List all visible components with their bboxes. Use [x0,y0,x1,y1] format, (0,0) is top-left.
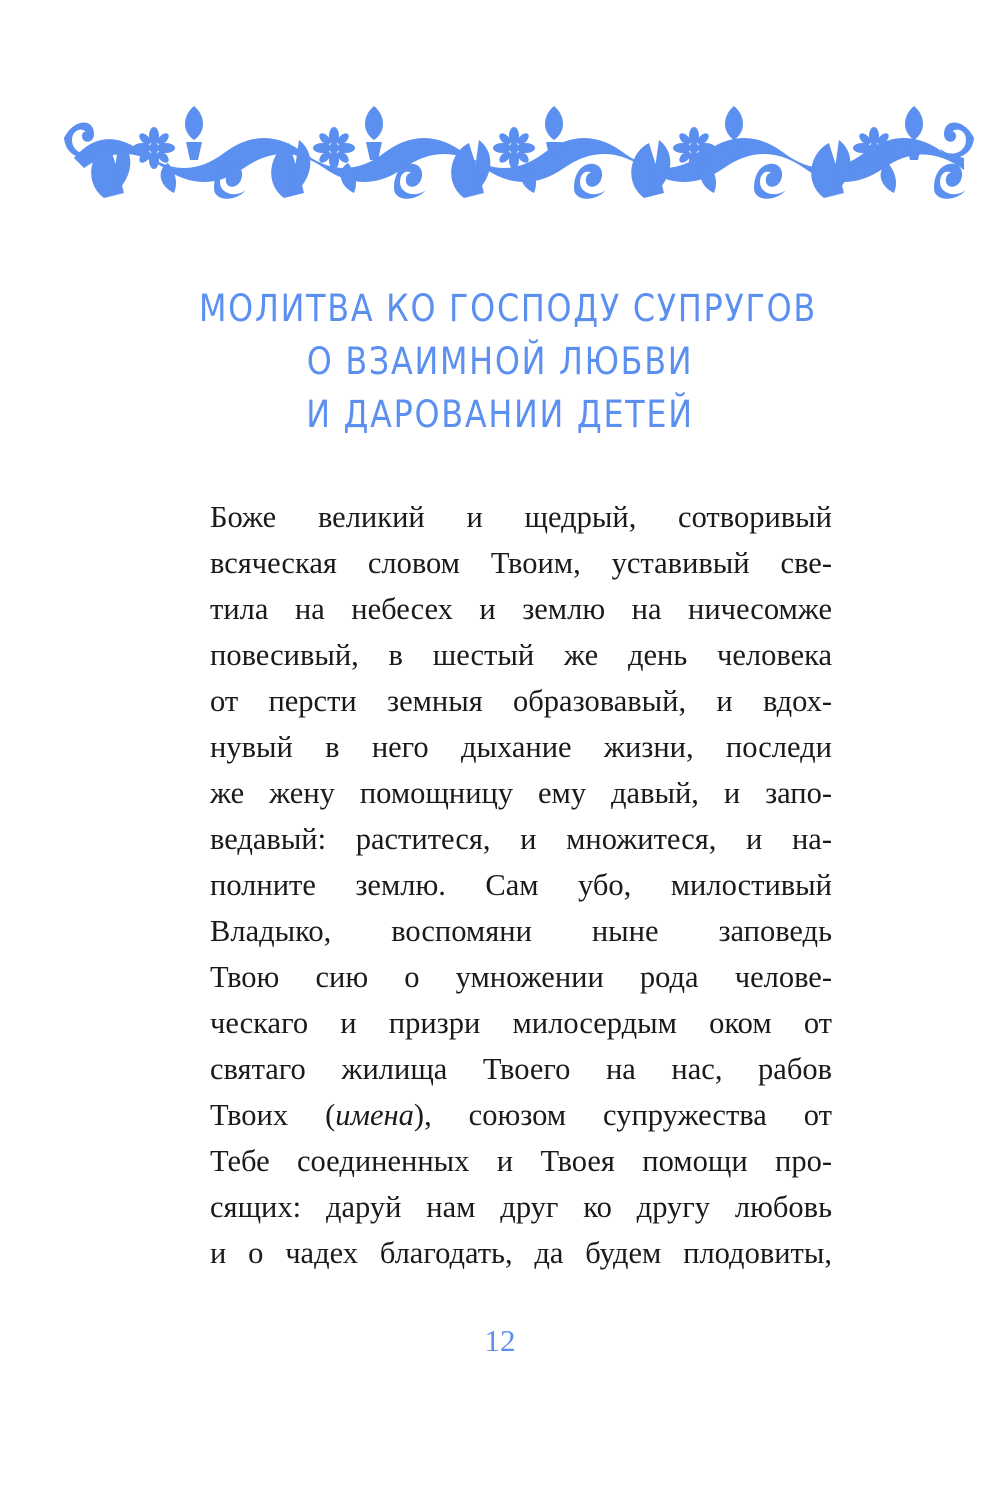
italic-names-placeholder: имена [335,1098,414,1132]
text-line-with-italic [210,1092,832,1138]
text-line: Боже великий и щедрый, сотворивый [210,500,832,534]
page-number: 12 [484,1323,516,1358]
text-segment: ), союзом супружества от [413,1098,832,1132]
text-line: полните землю. Сам убо, милостивый [210,868,832,902]
floral-border-ornament-icon [64,98,974,204]
title-line: И ДАРОВАНИИ ДЕТЕЙ [306,393,694,436]
text-line: ведавый: раститеся, и множитеся, и на- [210,822,832,856]
text-segment: Твоих ( [210,1098,336,1132]
text-line: ческаго и призри милосердым оком от [210,1006,832,1040]
prayer-text [210,494,832,1276]
text-line: нувый в него дыхание жизни, последи [210,730,832,764]
text-line: и о чадех благодать, да будем плодовиты, [210,1236,832,1270]
title-line: МОЛИТВА КО ГОСПОДУ СУПРУГОВ [199,287,817,330]
text-line: же жену помощницу ему давый, и запо- [210,776,832,810]
prayer-title [199,282,817,441]
text-line: Твою сию о умножении рода челове- [210,960,832,994]
text-line: Тебе соединенных и Твоея помощи про- [210,1144,832,1178]
title-line: О ВЗАИМНОЙ ЛЮБВИ [306,340,694,383]
text-line: повесивый, в шестый же день человека [210,638,832,672]
text-line: всяческая словом Твоим, уставивый све- [210,546,832,580]
text-line: от персти земныя образовавый, и вдох- [210,684,832,718]
text-line: Владыко, воспомяни ныне заповедь [210,914,832,948]
text-line: святаго жилища Твоего на нас, рабов [210,1052,832,1086]
text-line: тила на небесех и землю на ничесомже [210,592,832,626]
text-line: сящих: даруй нам друг ко другу любовь [210,1190,832,1224]
